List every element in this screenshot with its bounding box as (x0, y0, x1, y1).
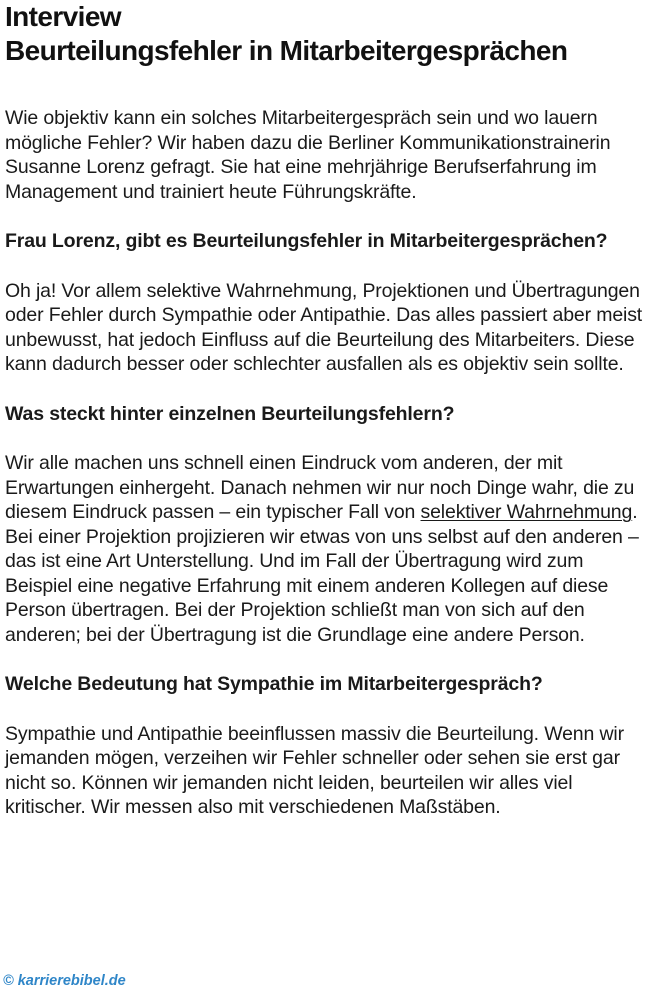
title-line-topic: Beurteilungsfehler in Mitarbeitergesprächen (5, 35, 568, 66)
source-credit: © karrierebibel.de (3, 973, 126, 989)
answer-2-text-after-link: . Bei einer Projektion projizieren wir etwas von uns selbst auf den anderen – das ist eine Art Unterstellung. Und im Fall der Übertragung wird zum Beispiel eine negative Erfahrung mit einem anderen Kollegen auf diese Person übertragen. Bei der Projektion schließt man von sich auf den anderen; bei der Übertragung ist die Grundlage eine andere Person. (5, 501, 639, 646)
answer-3: Sympathie und Antipathie beeinflussen massiv die Beurteilung. Wenn wir jemanden mögen, verzeihen wir Fehler schneller oder sehen sie erst gar nicht so. Können wir jemanden nicht leiden, beurteilen wir alles viel kritischer. Wir messen also mit verschiedenen Maßstäben. (5, 722, 624, 818)
page-title (5, 0, 643, 68)
selective-perception-link[interactable]: selektiver Wahrnehmung (420, 501, 633, 523)
question-1: Frau Lorenz, gibt es Beurteilungsfehler in Mitarbeitergesprächen? (5, 230, 608, 252)
title-line-interview: Interview (5, 1, 121, 32)
answer-2-text-before-link: Wir alle machen uns schnell einen Eindruck vom anderen, der mit Erwartungen einhergeht. Danach nehmen wir nur noch Dinge wahr, die zu diesem Eindruck passen – ein typischer Fall von (5, 452, 635, 523)
question-3: Welche Bedeutung hat Sympathie im Mitarbeitergespräch? (5, 673, 543, 695)
answer-2 (5, 451, 643, 647)
intro-paragraph: Wie objektiv kann ein solches Mitarbeitergespräch sein und wo lauern mögliche Fehler? Wir haben dazu die Berliner Kommunikationstrainerin Susanne Lorenz gefragt. Sie hat eine mehrjährige Berufserfahrung im Management und trainiert heute Führungskräfte. (5, 107, 611, 203)
question-2: Was steckt hinter einzelnen Beurteilungsfehlern? (5, 402, 455, 425)
answer-1: Oh ja! Vor allem selektive Wahrnehmung, Projektionen und Übertragungen oder Fehler durch Sympathie oder Antipathie. Das alles passiert aber meist unbewusst, hat jedoch Einfluss auf die Beurteilung des Mitarbeiters. Diese kann dadurch besser oder schlechter ausfallen als es objektiv sein sollte. (5, 279, 643, 375)
interview-document (5, 0, 643, 820)
